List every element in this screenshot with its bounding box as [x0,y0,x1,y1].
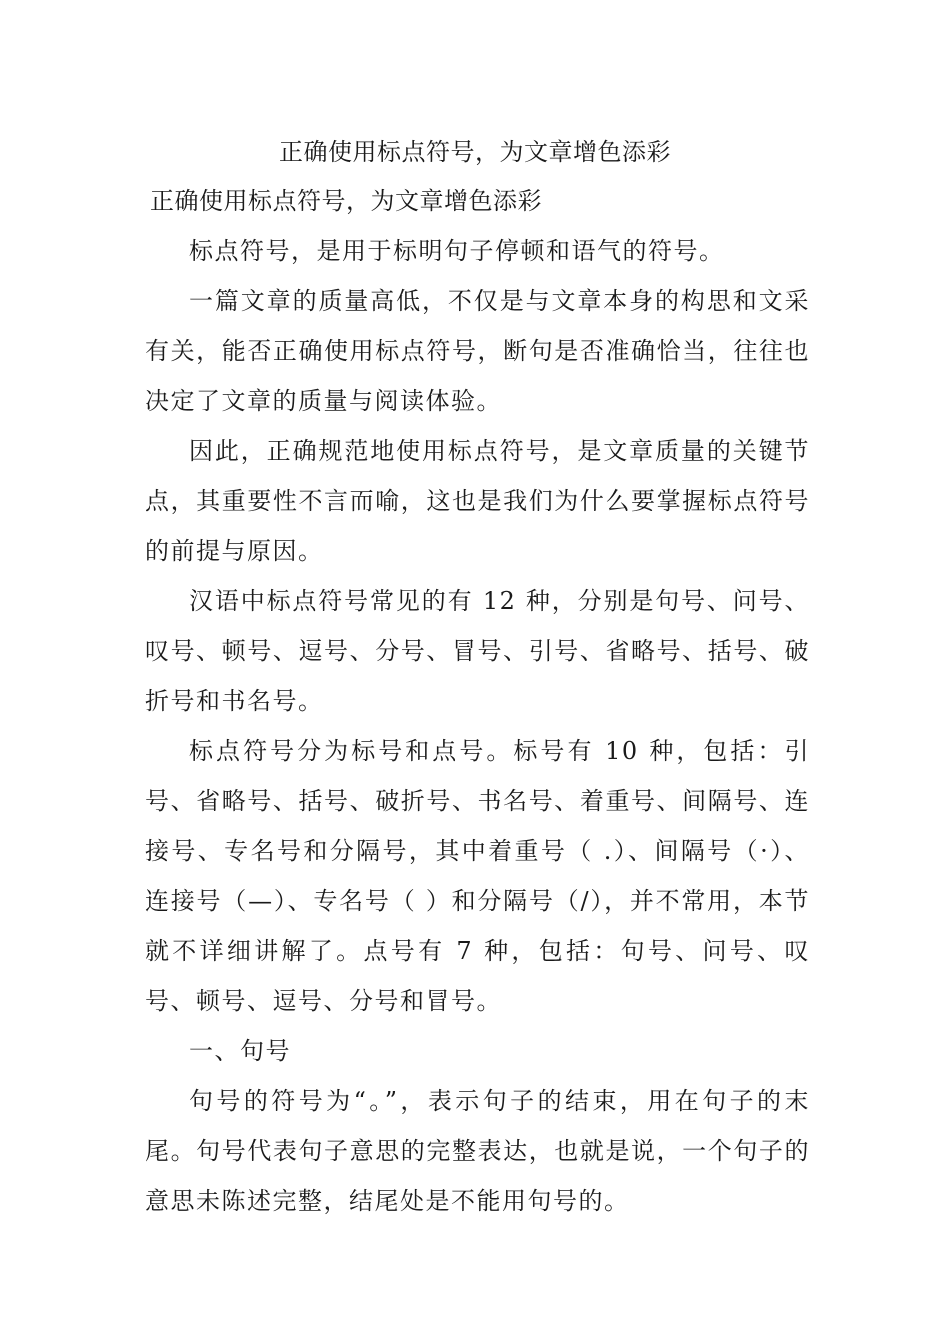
document-title: 正确使用标点符号，为文章增色添彩 [279,138,671,166]
paragraph: 因此，正确规范地使用标点符号，是文章质量的关键节点，其重要性不言而喻，这也是我们为什么要掌握标点符号的前提与原因。 [145,437,810,565]
paragraph: 一篇文章的质量高低，不仅是与文章本身的构思和文采有关，能否正确使用标点符号，断句是否准确恰当，往往也决定了文章的质量与阅读体验。 [145,287,810,415]
section-heading: 一、句号 [189,1037,291,1065]
paragraph: 标点符号分为标号和点号。标号有 10 种，包括：引号、省略号、括号、破折号、书名号、着重号、间隔号、连接号、专名号和分隔号，其中着重号（ .）、间隔号（·）、连接号（—）、专名号（ ）和分隔号（/），并不常用，本节就不详细讲解了。点号有 7 种，包括：句号、问号、叹号、顿号、逗号、分号和冒号。 [145,737,810,1015]
paragraph: 标点符号，是用于标明句子停顿和语气的符号。 [189,237,725,265]
paragraph: 句号的符号为“。”，表示句子的结束，用在句子的末尾。句号代表句子意思的完整表达，也就是说，一个句子的意思未陈述完整，结尾处是不能用句号的。 [145,1087,810,1215]
paragraph: 汉语中标点符号常见的有 12 种，分别是句号、问号、叹号、顿号、逗号、分号、冒号、引号、省略号、括号、破折号和书名号。 [145,587,810,715]
document-body [145,226,810,1226]
document-subtitle: 正确使用标点符号，为文章增色添彩 [150,187,542,215]
